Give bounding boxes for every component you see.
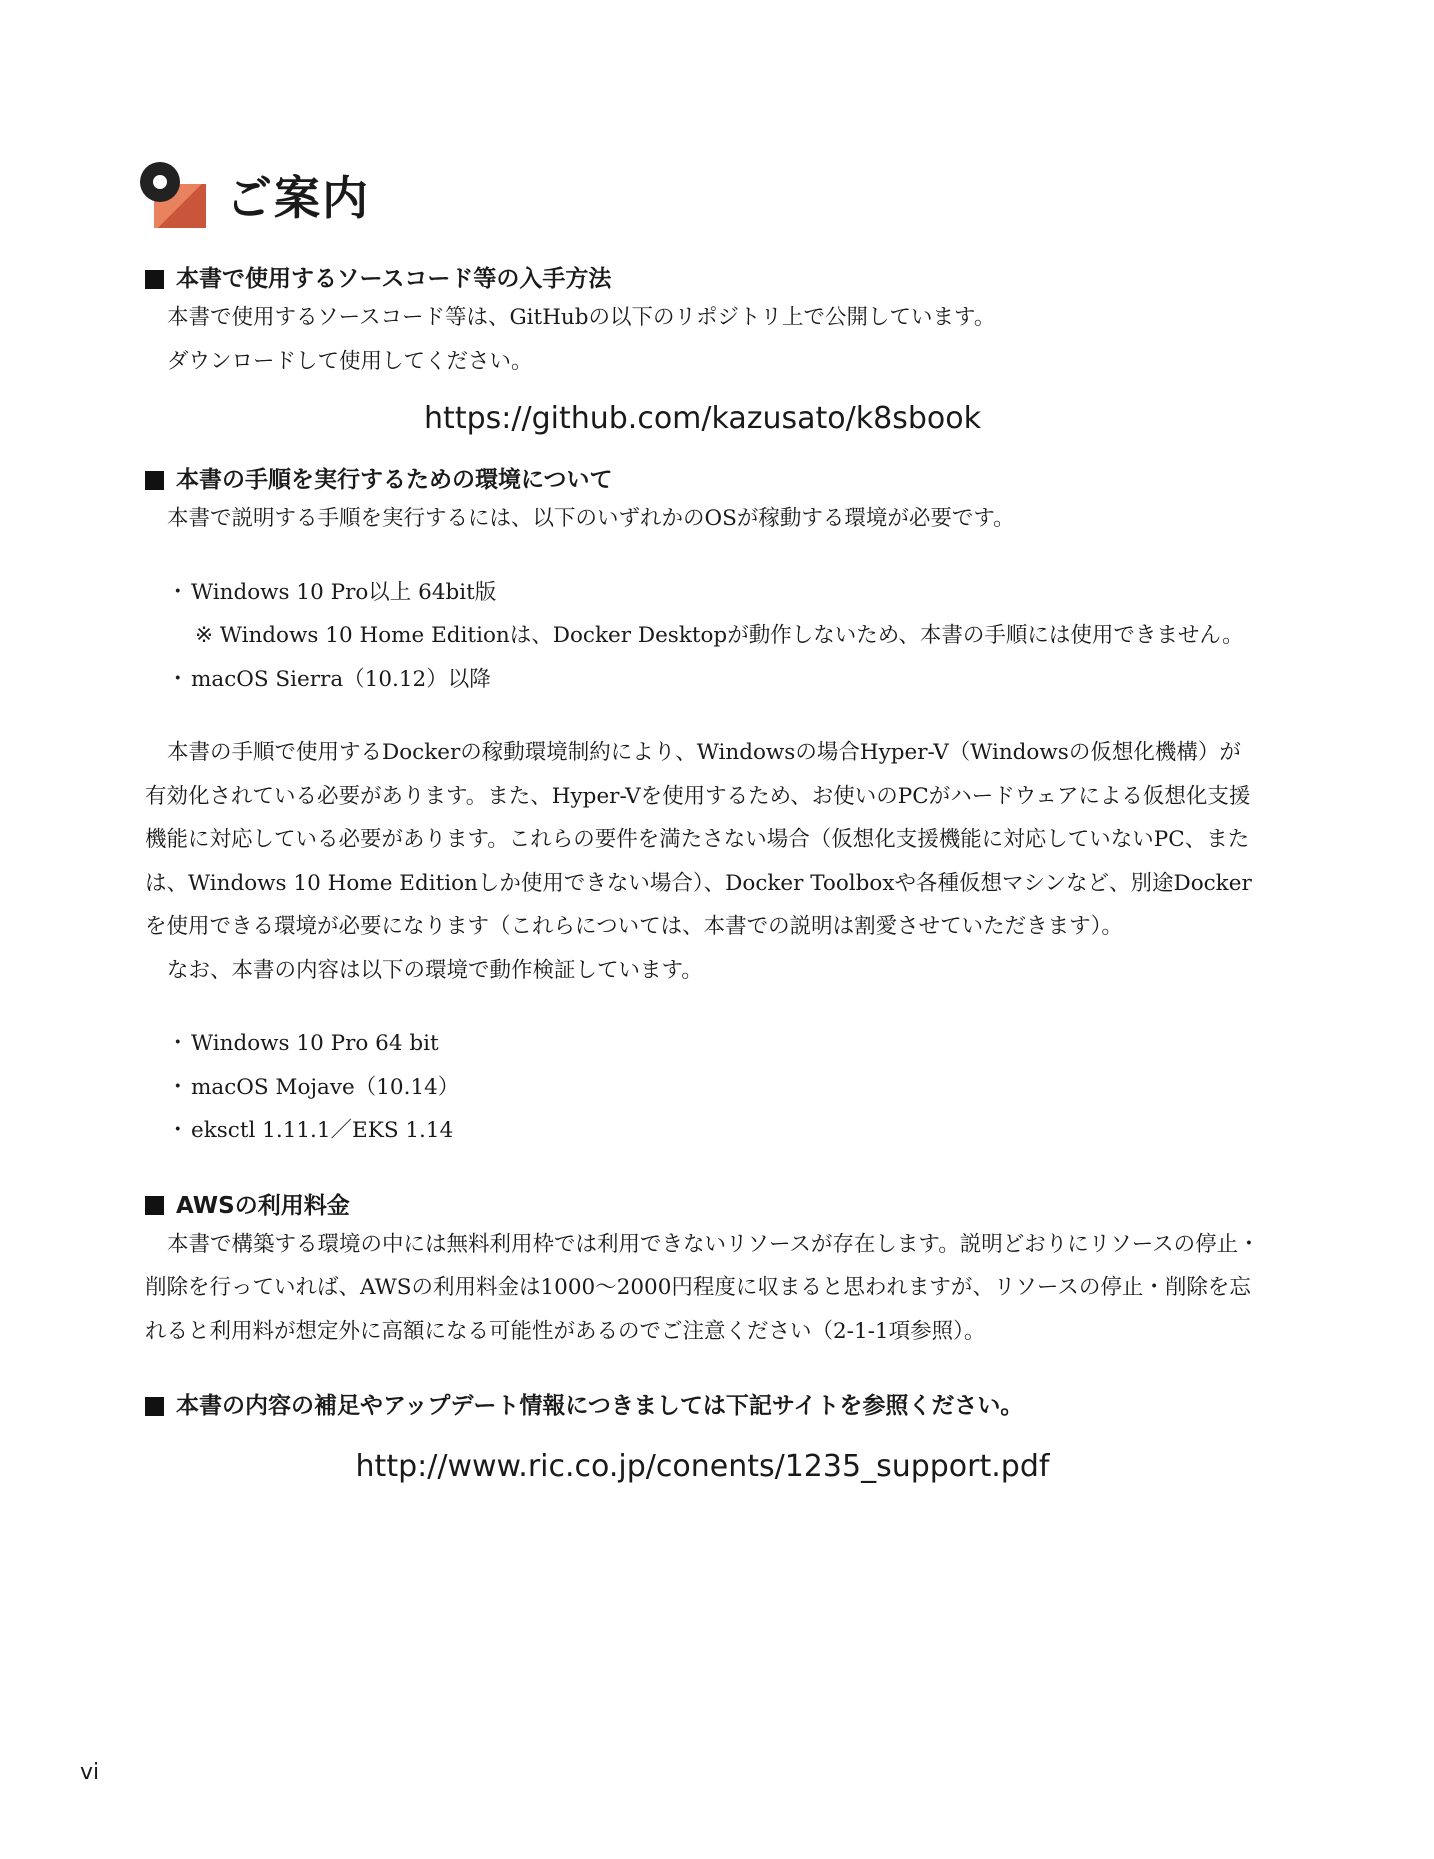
page-content bbox=[145, 262, 1260, 1489]
list-item: ・ eksctl 1.11.1／EKS 1.14 bbox=[167, 1118, 454, 1143]
section-heading bbox=[145, 262, 1260, 296]
paragraph: なお、本書の内容は以下の環境で動作検証しています。 bbox=[167, 957, 703, 983]
square-bullet-icon bbox=[145, 471, 164, 490]
page-title: ご案内 bbox=[226, 171, 370, 225]
section-heading bbox=[145, 463, 1260, 497]
square-bullet-icon bbox=[145, 270, 164, 289]
section-logo-icon bbox=[140, 162, 206, 228]
paragraph: 本書で構築する環境の中には無料利用枠では利用できないリソースが存在します。説明どおりにリソースの停止・削除を行っていれば、AWSの利用料金は1000～2000円程度に収まると思われますが、リソースの停止・削除を忘れると利用料が想定外に高額になる可能性があるのでご注意ください（2-1-1項参照）。 bbox=[145, 1231, 1260, 1344]
list-item: ・ Windows 10 Pro以上 64bit版 bbox=[167, 579, 497, 605]
paragraph: ダウンロードして使用してください。 bbox=[167, 348, 533, 374]
square-bullet-icon bbox=[145, 1397, 164, 1416]
list-item: ・ Windows 10 Pro 64 bit bbox=[167, 1031, 439, 1056]
section-heading-text: 本書で使用するソースコード等の入手方法 bbox=[176, 266, 612, 292]
square-bullet-icon bbox=[145, 1196, 164, 1215]
paragraph: 本書で使用するソースコード等は、GitHubの以下のリポジトリ上で公開しています。 bbox=[167, 305, 996, 330]
page-number: vi bbox=[80, 1760, 100, 1785]
page-header bbox=[140, 160, 370, 230]
section-environment bbox=[145, 463, 1260, 1153]
os-list bbox=[145, 571, 1260, 615]
list-item: ・ macOS Mojave（10.14） bbox=[167, 1074, 460, 1100]
section-heading-text: 本書の手順を実行するための環境について bbox=[176, 467, 613, 493]
support-url-link[interactable]: http://www.ric.co.jp/conents/1235_support.pdf bbox=[355, 1449, 1050, 1484]
section-support bbox=[145, 1389, 1260, 1489]
section-heading-text: 本書の内容の補足やアップデート情報につきましては下記サイトを参照ください。 bbox=[176, 1393, 1024, 1419]
paragraph: 本書で説明する手順を実行するには、以下のいずれかのOSが稼動する環境が必要です。 bbox=[167, 506, 1015, 531]
section-heading bbox=[145, 1189, 1260, 1223]
list-item: ・ macOS Sierra（10.12）以降 bbox=[167, 666, 491, 692]
section-heading-text: AWSの利用料金 bbox=[176, 1192, 350, 1219]
section-source-code bbox=[145, 262, 1260, 441]
github-url-link[interactable]: https://github.com/kazusato/k8sbook bbox=[424, 401, 981, 436]
os-list bbox=[145, 658, 1260, 702]
os-note: ※ Windows 10 Home Editionは、Docker Desktopが動作しないため、本書の手順には使用できません。 bbox=[195, 623, 1244, 648]
section-heading bbox=[145, 1389, 1260, 1423]
paragraph: 本書の手順で使用するDockerの稼動環境制約により、Windowsの場合Hyper-V（Windowsの仮想化機構）が有効化されている必要があります。また、Hyper-Vを使用するため、お使いのPCがハードウェアによる仮想化支援機能に対応している必要があります。これらの要件を満たさない場合（仮想化支援機能に対応していないPC、または、Windows 10 Home Editionしか使用できない場合）、Docker Toolboxや各種仮想マシンなど、別途Dockerを使用できる環境が必要になります（これらについては、本書での説明は割愛させていただきます）。 bbox=[145, 740, 1252, 939]
verified-list bbox=[145, 1022, 1260, 1153]
section-aws-fees bbox=[145, 1189, 1260, 1354]
